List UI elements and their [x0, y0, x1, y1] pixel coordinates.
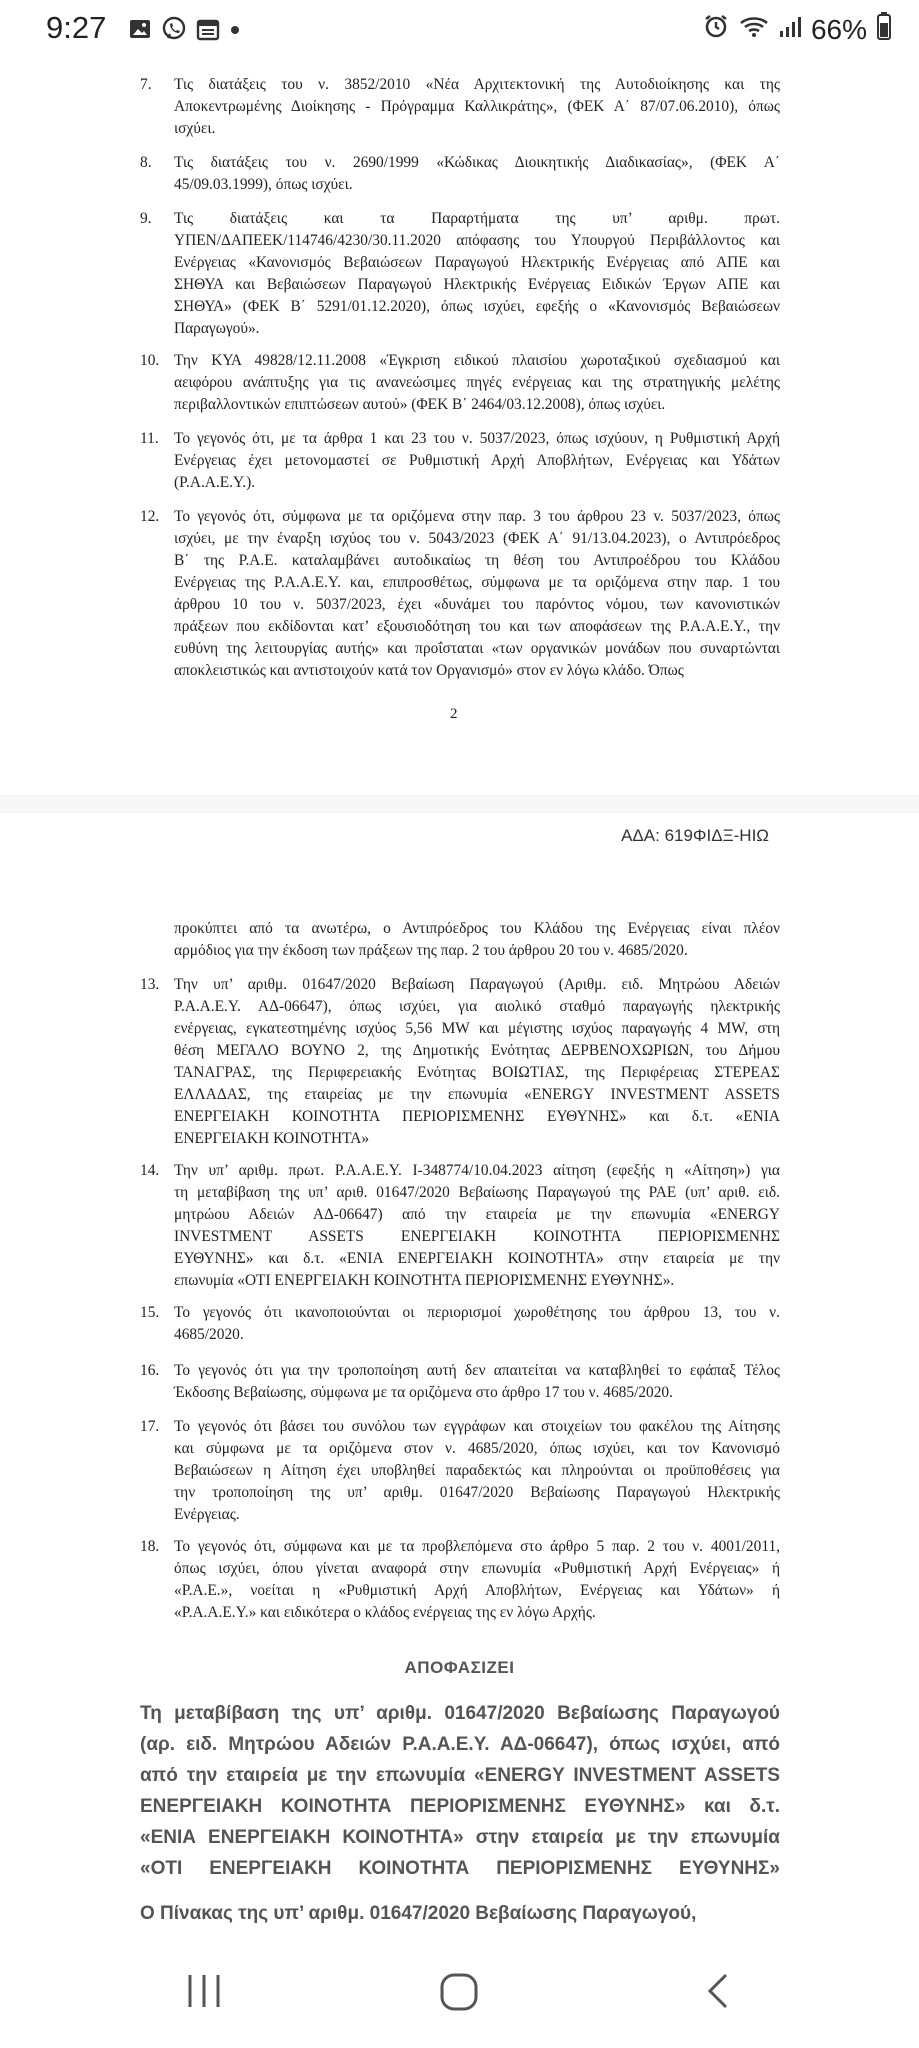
- decides-heading: ΑΠΟΦΑΣΙΖΕΙ: [404, 1658, 515, 1677]
- text-line: «ΟΤΙ ΕΝΕΡΓΕΙΑΚΗ ΚΟΙΝΟΤΗΤΑ ΠΕΡΙΟΡΙΣΜΕΝΗΣ ΕΥΘΥΝΗΣ»: [140, 1858, 780, 1879]
- navigation-bar: [0, 1923, 919, 2048]
- text-line: (Ρ.Α.Α.Ε.Υ.).: [174, 474, 256, 491]
- list-item: [140, 152, 780, 196]
- text-line: τη μεταβίβαση της υπ’ αριθ. 01647/2020 Βεβαίωσης Παραγωγού της ΡΑΕ (υπ’ αριθ. ειδ.: [174, 1184, 780, 1201]
- text-line: ΕΝΕΡΓΕΙΑΚΗ ΚΟΙΝΟΤΗΤΑ ΠΕΡΙΟΡΙΣΜΕΝΗΣ ΕΥΘΥΝΗΣ» και δ.τ.: [140, 1796, 780, 1817]
- list-item: [140, 1160, 780, 1292]
- list-item: [140, 208, 780, 340]
- back-icon[interactable]: [700, 1971, 740, 2016]
- text-line: ενέργειας, εγκατεστημένης ισχύος 5,56 MW και μέγιστης ισχύος παραγωγής 4 MW, στη: [174, 1020, 780, 1037]
- text-line: προκύπτει από τα ανωτέρω, ο Αντιπρόεδρος του Κλάδου της Ενέργειας είναι πλέον: [174, 920, 780, 937]
- status-bar: [0, 0, 919, 60]
- item-text: [174, 350, 780, 416]
- list-item: [140, 1536, 780, 1624]
- item-number: 13.: [140, 976, 160, 993]
- list-item: [140, 1360, 780, 1404]
- calendar-icon: [196, 17, 220, 46]
- text-line: την τροποποίηση της υπ’ αριθμ. 01647/2020 Βεβαίωσης Παραγωγού Ηλεκτρικής: [174, 1484, 780, 1501]
- text-line: Το γεγονός ότι βάσει του συνόλου των εγγράφων και στοιχείων του φακέλου της Αίτησης: [174, 1418, 780, 1435]
- item-text: [174, 974, 780, 1150]
- alarm-icon: [703, 13, 729, 46]
- text-line: από την εταιρεία με την επωνυμία «ENERGY INVESTMENT ASSETS: [140, 1765, 780, 1786]
- text-line: μητρώου Αδειών ΑΔ-06647) από την εταιρεία με την επωνυμία «ENERGY: [174, 1206, 780, 1223]
- battery-percent: 66%: [810, 13, 867, 45]
- table-reference-line: [140, 1898, 780, 1923]
- status-left-icons: [128, 16, 241, 47]
- text-line: ΥΠΕΝ/ΔΑΠΕΕΚ/114746/4230/30.11.2020 απόφασης του Υπουργού Περιβάλλοντος και: [174, 232, 780, 249]
- text-line: ΣΗΘΥΑ και Βεβαιώσεων Παραγωγού Ηλεκτρικής Ενέργειας Ειδικών Έργων ΑΠΕ και: [174, 276, 780, 293]
- list-item: [140, 506, 780, 682]
- text-line: Β΄ της Ρ.Α.Ε. καταλαμβάνει αυτοδικαίως τη θέση του Αντιπροέδρου του Κλάδου: [174, 552, 780, 569]
- text-line: Έκδοσης Βεβαίωσης, σύμφωνα με τα οριζόμενα στο άρθρο 17 του ν. 4685/2020.: [174, 1384, 673, 1401]
- wifi-icon: [739, 14, 769, 46]
- text-line: Το γεγονός ότι, με τα άρθρα 1 και 23 του ν. 5037/2023, όπως ισχύουν, η Ρυθμιστική Αρχή: [174, 430, 780, 447]
- item-text: [174, 1416, 780, 1526]
- viber-icon: [161, 16, 187, 47]
- text-line: Ενέργειας.: [174, 1506, 240, 1523]
- text-line: Την υπ’ αριθμ. πρωτ. Ρ.Α.Α.Ε.Υ. Ι-348774/10.04.2023 αίτηση (εφεξής η «Αίτηση») για: [174, 1162, 780, 1179]
- signal-icon: [779, 14, 801, 46]
- text-line: ΤΑΝΑΓΡΑΣ, της Περιφερειακής Ενότητας ΒΟΙΩΤΙΑΣ, της Περιφέρειας ΣΤΕΡΕΑΣ: [174, 1064, 780, 1081]
- text-line: Παραγωγού».: [174, 320, 260, 337]
- text-line: Ρ.Α.Α.Ε.Υ. ΑΔ-06647), όπως ισχύει, για αιολικό σταθμό παραγωγής ηλεκτρικής: [174, 998, 780, 1015]
- text-line: «Ρ.Α.Α.Ε.Υ.» και ειδικότερα ο κλάδος ενέργειας της εν λόγω Αρχής.: [174, 1604, 596, 1621]
- battery-icon: [877, 12, 891, 47]
- item-number: 14.: [140, 1162, 160, 1179]
- item-text: [174, 152, 780, 196]
- continuation-text: [174, 918, 780, 962]
- item-number: 9.: [140, 210, 152, 227]
- list-item: [140, 74, 780, 140]
- text-line: Ο Πίνακας της υπ’ αριθμ. 01647/2020 Βεβαίωσης Παραγωγού,: [140, 1903, 697, 1923]
- text-line: ΕΝΕΡΓΕΙΑΚΗ ΚΟΙΝΟΤΗΤΑ ΠΕΡΙΟΡΙΣΜΕΝΗΣ ΕΥΘΥΝΗΣ» και δ.τ. «ΕΝΙΑ: [174, 1108, 780, 1125]
- text-line: Την υπ’ αριθμ. 01647/2020 Βεβαίωση Παραγωγού (Αριθμ. ειδ. Μητρώου Αδειών: [174, 976, 780, 993]
- text-line: αρμόδιος για την έκδοση των πράξεων της παρ. 2 του άρθρου 20 του ν. 4685/2020.: [174, 942, 688, 959]
- text-line: Τις διατάξεις του ν. 3852/2010 «Νέα Αρχιτεκτονική της Αυτοδιοίκησης και της: [174, 76, 780, 93]
- list-item: [140, 350, 780, 416]
- list-item: [140, 1416, 780, 1526]
- item-text: [174, 208, 780, 340]
- text-line: όπως ισχύει, όπου γίνεται αναφορά στην επωνυμία «Ρυθμιστική Αρχή Ενέργειας» ή: [174, 1560, 780, 1577]
- text-line: πράξεων που εκδίδονται κατ’ εξουσιοδότηση του και των αποφάσεων της Ρ.Α.Α.Ε.Υ., την: [174, 618, 780, 635]
- text-line: άρθρου 10 του ν. 5037/2023, έχει «δυνάμει του παρόντος νόμου, των κανονιστικών: [174, 596, 780, 613]
- text-line: 4685/2020.: [174, 1326, 244, 1343]
- item-number: 10.: [140, 352, 160, 369]
- text-line: Τις διατάξεις του ν. 2690/1999 «Κώδικας Διοικητικής Διαδικασίας», (ΦΕΚ Α΄: [174, 154, 780, 171]
- home-icon[interactable]: [438, 1971, 480, 2018]
- text-line: ισχύει.: [174, 120, 216, 137]
- text-line: επωνυμία «ΟΤΙ ΕΝΕΡΓΕΙΑΚΗ ΚΟΙΝΟΤΗΤΑ ΠΕΡΙΟΡΙΣΜΕΝΗΣ ΕΥΘΥΝΗΣ».: [174, 1272, 675, 1289]
- text-line: Τη μεταβίβαση της υπ’ αριθμ. 01647/2020 Βεβαίωσης Παραγωγού: [140, 1703, 780, 1724]
- text-line: ΕΝΕΡΓΕΙΑΚΗ ΚΟΙΝΟΤΗΤΑ»: [174, 1130, 370, 1147]
- item-number: 15.: [140, 1304, 160, 1321]
- notification-dot-icon: [229, 23, 241, 41]
- item-number: 11.: [140, 430, 159, 447]
- text-line: «Ρ.Α.Ε.», νοείται η «Ρυθμιστική Αρχή Αποβλήτων, Ενέργειας και Υδάτων» ή: [174, 1582, 780, 1599]
- item-text: [174, 74, 780, 140]
- text-line: INVESTMENT ASSETS ΕΝΕΡΓΕΙΑΚΗ ΚΟΙΝΟΤΗΤΑ ΠΕΡΙΟΡΙΣΜΕΝΗΣ: [174, 1228, 780, 1245]
- text-line: (αρ. ειδ. Μητρώου Αδειών Ρ.Α.Α.Ε.Υ. ΑΔ-06647), όπως ισχύει, από: [140, 1734, 780, 1755]
- item-text: [174, 1536, 780, 1624]
- text-line: θέση ΜΕΓΑΛΟ ΒΟΥΝΟ 2, της Δημοτικής Ενότητας ΔΕΡΒΕΝΟΧΩΡΙΩΝ, του Δήμου: [174, 1042, 780, 1059]
- page-gap: [0, 795, 919, 813]
- text-line: Το γεγονός ότι, σύμφωνα με τα οριζόμενα στην παρ. 3 του άρθρου 23 v. 5037/2023, όπως: [174, 508, 780, 525]
- item-number: 8.: [140, 154, 152, 171]
- text-line: Ενέργειας της Ρ.Α.Α.Ε.Υ. και, επιπροσθέτως, σύμφωνα με τα οριζόμενα στην παρ. 1 του: [174, 574, 780, 591]
- gallery-icon: [128, 17, 152, 46]
- text-line: περιβαλλοντικών επιπτώσεων αυτού» (ΦΕΚ Β΄ 2464/03.12.2008), όπως ισχύει.: [174, 396, 666, 413]
- text-line: Το γεγονός ότι για την τροποποίηση αυτή δεν απαιτείται να καταβληθεί το εφάπαξ Τέλος: [174, 1362, 780, 1379]
- text-line: αποκλειστικώς και αντιστοιχούν κατά τον Οργανισμό» στον εν λόγω κλάδο. Όπως: [174, 662, 684, 679]
- list-item: [140, 428, 780, 494]
- list-item: [140, 974, 780, 1150]
- text-line: αειφόρου ανάπτυξης για τις ανανεώσιμες πηγές ενέργειας και της στρατηγικής μελέτης: [174, 374, 780, 391]
- text-line: και σύμφωνα με τα οριζόμενα στον ν. 4685/2020, όπως ισχύει, και τον Κανονισμό: [174, 1440, 780, 1457]
- text-line: Την ΚΥΑ 49828/12.11.2008 «Έγκριση ειδικού πλαισίου χωροταξικού σχεδιασμού και: [174, 352, 780, 369]
- page-number: 2: [450, 706, 458, 722]
- text-line: «ΕΝΙΑ ΕΝΕΡΓΕΙΑΚΗ ΚΟΙΝΟΤΗΤΑ» στην εταιρεία με την επωνυμία: [140, 1827, 780, 1848]
- text-line: ΣΗΘΥΑ» (ΦΕΚ Β΄ 5291/01.12.2020), όπως ισχύει, εφεξής ο «Κανονισμός Βεβαιώσεων: [174, 298, 780, 315]
- decision-text: [140, 1698, 780, 1884]
- item-number: 17.: [140, 1418, 160, 1435]
- text-line: Ενέργειας «Κανονισμός Βεβαιώσεων Παραγωγού Ηλεκτρικής Ενέργειας από ΑΠΕ και: [174, 254, 780, 271]
- item-text: [174, 428, 780, 494]
- item-number: 7.: [140, 76, 152, 93]
- ada-code: ΑΔΑ: 619ΦΙΔΞ-ΗΙΩ: [621, 826, 769, 845]
- text-line: ισχύει, με την έναρξη ισχύος του ν. 5043/2023 (ΦΕΚ Α΄ 91/13.04.2023), ο Αντιπρόεδρος: [174, 530, 780, 547]
- item-text: [174, 1160, 780, 1292]
- item-text: [174, 1360, 780, 1404]
- text-line: ΕΥΘΥΝΗΣ» και δ.τ. «ΕΝΙΑ ΕΝΕΡΓΕΙΑΚΗ ΚΟΙΝΟΤΗΤΑ» στην εταιρεία με την: [174, 1250, 780, 1267]
- text-line: Ενέργειας έχει μετονομαστεί σε Ρυθμιστική Αρχή Αποβλήτων, Ενέργειας και Υδάτων: [174, 452, 780, 469]
- item-text: [174, 1302, 780, 1346]
- text-line: Το γεγονός ότι ικανοποιούνται οι περιορισμοί χωροθέτησης του άρθρου 13, του ν.: [174, 1304, 780, 1321]
- item-number: 12.: [140, 508, 160, 525]
- item-number: 16.: [140, 1362, 160, 1379]
- text-line: ευθύνη της λειτουργίας αυτής» και προΐσταται «των οργανικών μονάδων που συναρτώνται: [174, 640, 780, 657]
- text-line: Αποκεντρωμένης Διοίκησης - Πρόγραμμα Καλλικράτης», (ΦΕΚ Α΄ 87/07.06.2010), όπως: [174, 98, 780, 115]
- text-line: Τις διατάξεις και τα Παραρτήματα της υπ’ αριθμ. πρωτ.: [174, 210, 780, 227]
- item-number: 18.: [140, 1538, 160, 1555]
- status-right: [703, 12, 891, 47]
- text-line: ΕΛΛΑΔΑΣ, της εταιρείας με την επωνυμία «ENERGY INVESTMENT ASSETS: [174, 1086, 780, 1103]
- text-line: 45/09.03.1999), όπως ισχύει.: [174, 176, 353, 193]
- text-line: Το γεγονός ότι, σύμφωνα και με τα προβλεπόμενα στο άρθρο 5 παρ. 2 του ν. 4001/2011,: [174, 1538, 780, 1555]
- item-text: [174, 506, 780, 682]
- text-line: Βεβαιώσεων η Αίτηση έχει υποβληθεί παραδεκτώς και πληρούνται οι προϋποθέσεις για: [174, 1462, 780, 1479]
- recents-icon[interactable]: [184, 1971, 224, 2016]
- status-time: 9:27: [46, 10, 107, 45]
- list-item: [140, 1302, 780, 1346]
